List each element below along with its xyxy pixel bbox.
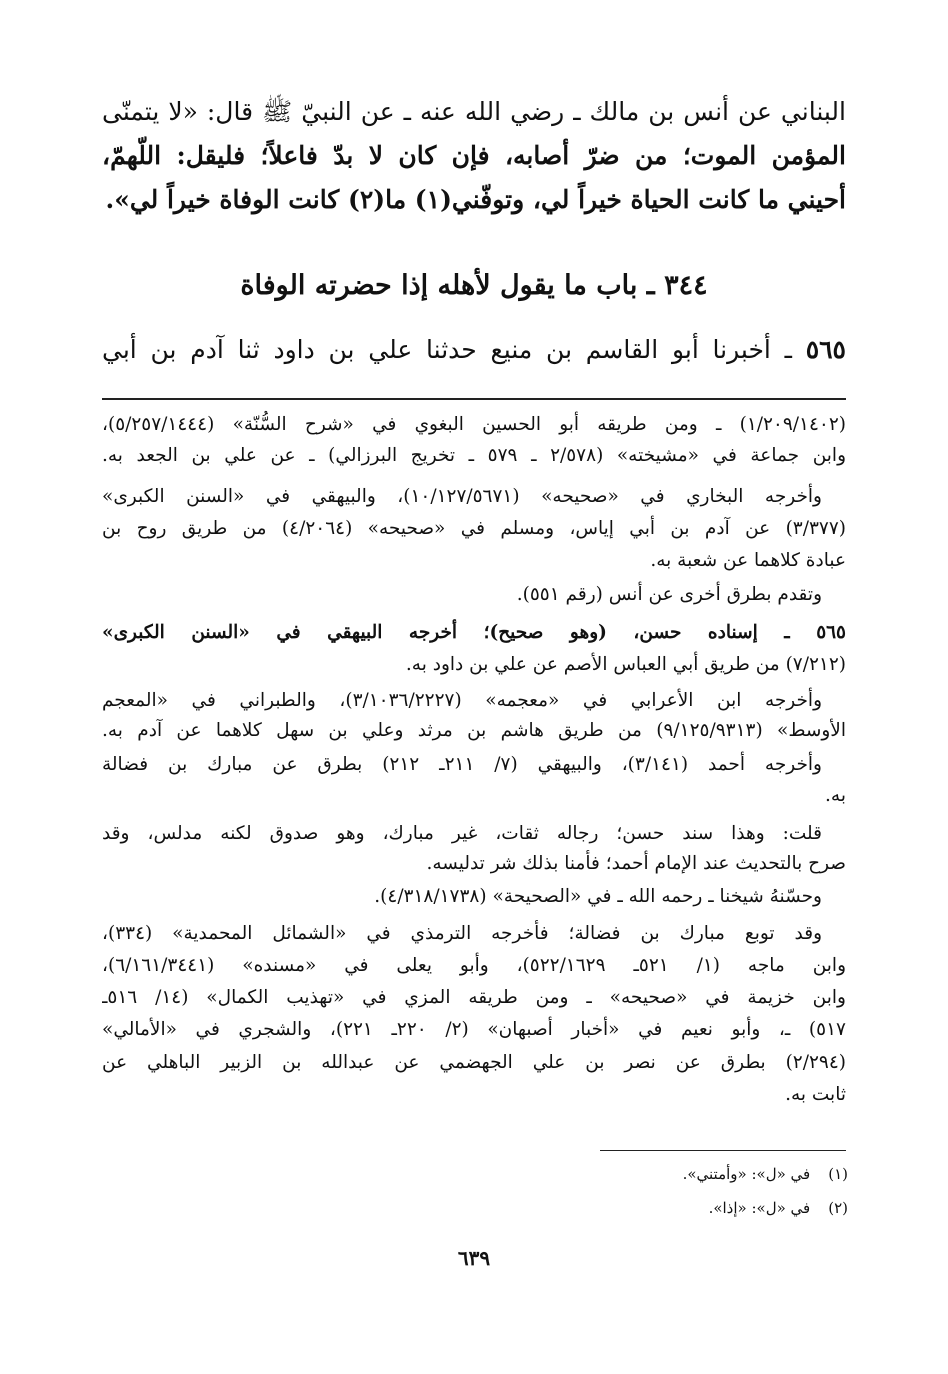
top-text-line-3: أحيني ما كانت الحياة خيراً لي، وتوفّني(١) ما(٢) كانت الوفاة خيراً لي». bbox=[105, 185, 846, 214]
hadith-line bbox=[102, 330, 846, 370]
commentary-line: وأخرجه ابن الأعرابي في «معجمه» (٣/١٠٣٦/٢٢٢٧)، والطبراني في «المعجم bbox=[102, 690, 823, 711]
commentary-line: عبادة كلاهما عن شعبة به. bbox=[650, 550, 846, 571]
separator-rule bbox=[102, 398, 846, 400]
commentary-line: وابن خزيمة في «صحيحه» ـ ومن طريقه المزي في «تهذيب الكمال» (١٤/ ٥١٦ـ bbox=[102, 987, 846, 1008]
commentary-line: (٢/٢٩٤) بطرق عن نصر بن علي الجهضمي عن عبدالله بن الزبير الباهلي عن bbox=[102, 1052, 846, 1073]
commentary-line: ثابت به. bbox=[785, 1084, 846, 1105]
footnote-1 bbox=[683, 1162, 848, 1186]
page-number: ٦٣٩ bbox=[457, 1246, 491, 1270]
footnote-number: (١) bbox=[828, 1165, 848, 1183]
commentary-line: وقد توبع مبارك بن فضالة؛ فأخرجه الترمذي في «الشمائل المحمدية» (٣٣٤)، bbox=[102, 923, 822, 944]
commentary-line: وابن جماعة في «مشيخته» (٢/٥٧٨ ـ ٥٧٩ ـ تخريج البرزالي) ـ عن علي بن الجعد به. bbox=[102, 445, 846, 466]
chapter-heading: ٣٤٤ ـ باب ما يقول لأهله إذا حضرته الوفاة bbox=[240, 270, 708, 301]
commentary-line: (٧/٢١٢) من طريق أبي العباس الأصم عن علي بن داود به. bbox=[405, 654, 846, 675]
footnote-rule bbox=[600, 1150, 846, 1151]
top-text-line-1: البناني عن أنس بن مالك ـ رضي الله عنه ـ عن النبيّ ﷺ قال: «لا يتمنّى bbox=[102, 97, 846, 126]
commentary-line: وأخرجه البخاري في «صحيحه» (١٠/١٢٧/٥٦٧١)، والبيهقي في «السنن الكبرى» bbox=[102, 486, 822, 507]
commentary-line: وأخرجه أحمد (٣/١٤١)، والبيهقي (٧/ ٢١١ـ ٢١٢) بطرق عن مبارك بن فضالة bbox=[102, 754, 822, 775]
commentary-line: الأوسط» (٩/١٢٥/٩٣١٣) من طريق هاشم بن مرثد وعلي بن سهل كلاهما عن آدم به. bbox=[102, 720, 846, 741]
footnote-text: في «ل»: «وأمتني». bbox=[682, 1165, 811, 1183]
commentary-line: به. bbox=[825, 785, 846, 806]
commentary-line: (١/٢٠٩/١٤٠٢) ـ ومن طريقه أبو الحسين البغوي في «شرح السُّنّة» (٥/٢٥٧/١٤٤٤)، bbox=[102, 414, 846, 435]
commentary-line: وتقدم بطرق أخرى عن أنس (رقم ٥٥١). bbox=[516, 584, 822, 605]
commentary-line: وابن ماجه (١/ ٥٢١ـ ٥٢٢/١٦٢٩)، وأبو يعلى في «مسنده» (٦/١٦١/٣٤٤١)، bbox=[102, 955, 846, 976]
footnote-number: (٢) bbox=[828, 1199, 848, 1217]
top-text-line-2: المؤمن الموت؛ من ضرّ أصابه، فإن كان لا بدّ فاعلاً؛ فليقل: اللّهمّ، bbox=[102, 141, 846, 170]
commentary-line: وحسّنهُ شيخنا ـ رحمه الله ـ في «الصحيحة» (٤/٣١٨/١٧٣٨). bbox=[374, 886, 822, 907]
commentary-line-grading: ٥٦٥ ـ إسناده حسن، (وهو صحيح)؛ أخرجه البيهقي في «السنن الكبرى» bbox=[102, 622, 846, 643]
commentary-line: قلت: وهذا سند حسن؛ رجاله ثقات، غير مبارك، وهو صدوق لكنه مدلس، وقد bbox=[102, 823, 822, 844]
footnote-text: في «ل»: «إذا». bbox=[708, 1199, 811, 1217]
commentary-line: صرح بالتحديث عند الإمام أحمد؛ فأمنا بذلك شر تدليسه. bbox=[426, 853, 846, 874]
commentary-line: (٣/٣٧٧) عن آدم بن أبي إياس، ومسلم في «صحيحه» (٤/٢٠٦٤) من طريق روح بن bbox=[102, 518, 846, 539]
hadith-number: ٥٦٥ bbox=[805, 335, 846, 364]
commentary-line: ٥١٧) ـ، وأبو نعيم في «أخبار أصبهان» (٢/ ٢٢٠ـ ٢٢١)، والشجري في «الأمالي» bbox=[102, 1019, 846, 1040]
footnote-2 bbox=[709, 1196, 848, 1220]
hadith-text: ـ أخبرنا أبو القاسم بن منيع حدثنا علي بن داود ثنا آدم بن أبي bbox=[102, 335, 792, 364]
